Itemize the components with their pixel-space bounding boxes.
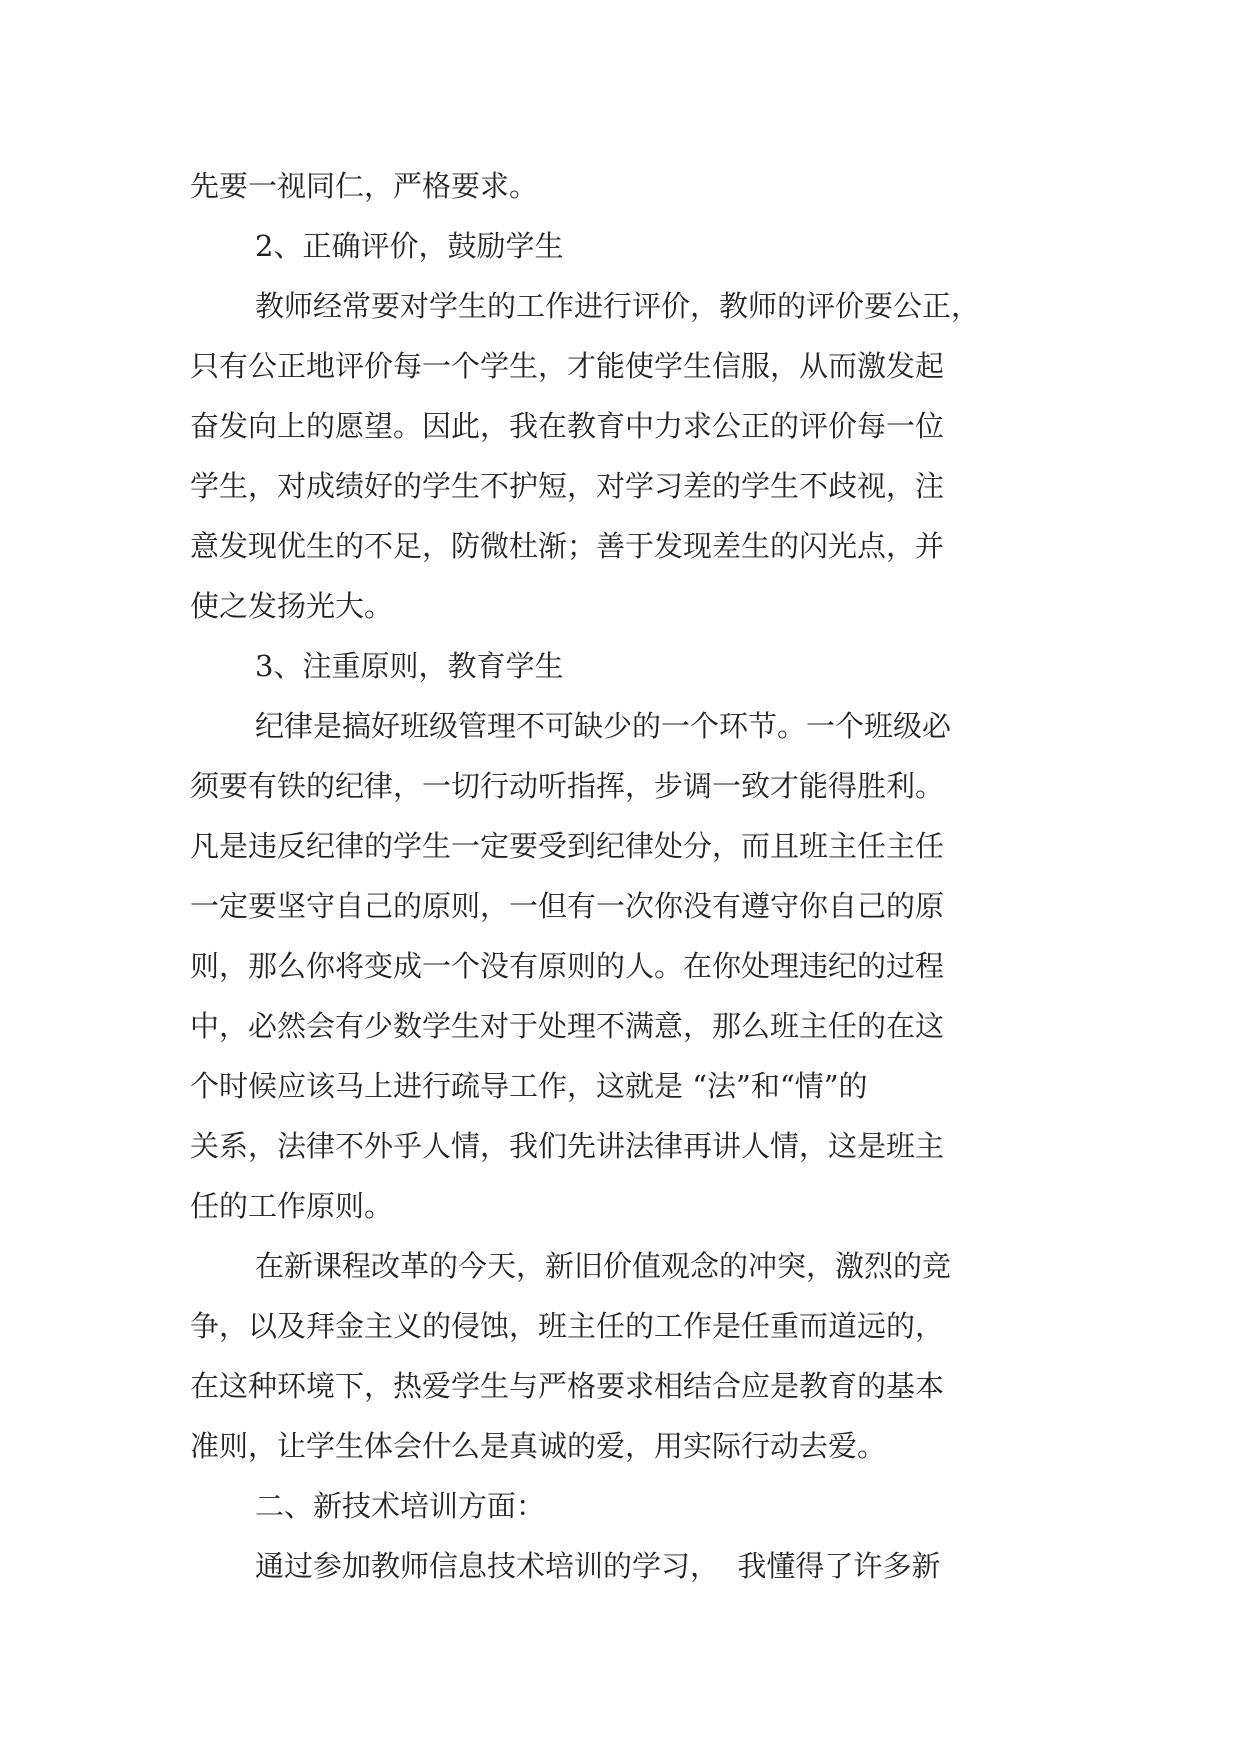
text-line: 只有公正地评价每一个学生，才能使学生信服，从而激发起: [190, 349, 945, 383]
text-line: 在新课程改革的今天，新旧价值观念的冲突，激烈的竞: [255, 1249, 952, 1283]
section-heading: 3、注重原则，教育学生: [255, 649, 564, 683]
text-line: 则，那么你将变成一个没有原则的人。在你处理违纪的过程: [190, 949, 945, 983]
section-heading: 2、正确评价，鼓励学生: [255, 229, 564, 263]
text-line: 中，必然会有少数学生对于处理不满意，那么班主任的在这: [190, 1009, 945, 1043]
text-line: 在这种环境下，热爱学生与严格要求相结合应是教育的基本: [190, 1369, 945, 1403]
text-line: 须要有铁的纪律，一切行动听指挥，步调一致才能得胜利。: [190, 769, 945, 803]
text-line: 争，以及拜金主义的侵蚀，班主任的工作是任重而道远的，: [190, 1309, 945, 1343]
text-line: 凡是违反纪律的学生一定要受到纪律处分，而且班主任主任: [190, 829, 945, 863]
text-line: 意发现优生的不足，防微杜渐；善于发现差生的闪光点，并: [190, 529, 945, 563]
text-line: 纪律是搞好班级管理不可缺少的一个环节。一个班级必: [255, 709, 952, 743]
text-line: 使之发扬光大。: [190, 589, 394, 623]
text-line: 学生，对成绩好的学生不护短，对学习差的学生不歧视，注: [190, 469, 945, 503]
text-line: 任的工作原则。: [190, 1189, 394, 1223]
text-line: 通过参加教师信息技术培训的学习， 我懂得了许多新: [255, 1549, 941, 1583]
text-line: 先要一视同仁，严格要求。: [190, 169, 539, 203]
text-line: 一定要坚守自己的原则，一但有一次你没有遵守你自己的原: [190, 889, 945, 923]
text-line: 准则，让学生体会什么是真诚的爱，用实际行动去爱。: [190, 1429, 887, 1463]
section-heading: 二、新技术培训方面：: [255, 1489, 546, 1523]
text-line: 奋发向上的愿望。因此，我在教育中力求公正的评价每一位: [190, 409, 945, 443]
text-line: 教师经常要对学生的工作进行评价，教师的评价要公正，: [255, 289, 981, 323]
text-line: 个时候应该马上进行疏导工作，这就是 “法”和“情”的: [190, 1069, 868, 1103]
text-line: 关系，法律不外乎人情，我们先讲法律再讲人情，这是班主: [190, 1129, 945, 1163]
